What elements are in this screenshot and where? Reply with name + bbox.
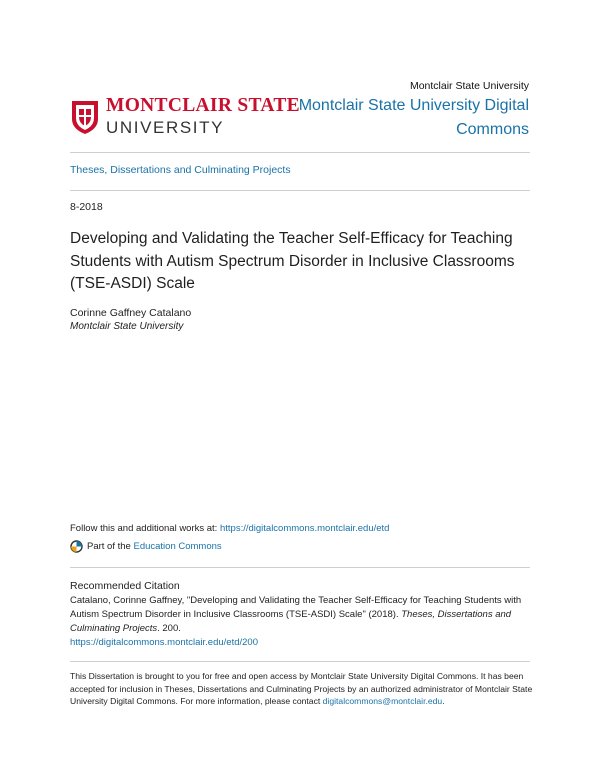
education-commons-link[interactable]: Education Commons	[133, 541, 222, 552]
notice-text: This Dissertation is brought to you for free and open access by Montclair State University Digital Commons. It has been accepted for inclusion in Theses, Dissertations and Culminating Projects by an authorized administrator of Montclair State University Digital Commons. For more information, please contact	[70, 671, 533, 706]
creative-commons-icon	[70, 540, 83, 553]
logo-subtitle: UNIVERSITY	[106, 117, 225, 137]
divider	[70, 190, 530, 191]
access-notice	[70, 670, 535, 708]
citation-number: . 200.	[157, 623, 181, 634]
notice-end: .	[442, 696, 445, 706]
citation-text: Catalano, Corinne Gaffney, "Developing and Validating the Teacher Self-Efficacy for Teaching Students with Autism Spectrum Disorder in Inclusive Classrooms (TSE-ASDI) Scale" (2018).	[70, 595, 522, 620]
author-affiliation: Montclair State University	[70, 321, 184, 332]
citation-heading: Recommended Citation	[70, 580, 180, 592]
repository-link[interactable]: Montclair State University Digital Commons	[298, 97, 529, 138]
part-of-text: Part of the	[87, 541, 131, 552]
part-of-line	[70, 540, 222, 553]
follow-text: Follow this and additional works at:	[70, 523, 220, 534]
follow-line	[70, 523, 389, 534]
institution-name: Montclair State University	[409, 80, 529, 92]
collection-link[interactable]: https://digitalcommons.montclair.edu/etd	[219, 523, 390, 534]
logo-title: MONTCLAIR STATE	[106, 95, 300, 116]
publication-date: 8-2018	[70, 201, 103, 213]
divider	[70, 661, 530, 662]
university-seal-icon	[70, 97, 100, 135]
citation-series: Theses, Dissertations and Culminating Projects	[70, 609, 512, 634]
citation-block	[70, 594, 535, 650]
author-name: Corinne Gaffney Catalano	[70, 307, 192, 319]
university-logo[interactable]	[70, 96, 300, 136]
series-link[interactable]: Theses, Dissertations and Culminating Projects	[70, 164, 291, 176]
divider	[70, 567, 530, 568]
document-title: Developing and Validating the Teacher Self-Efficacy for Teaching Students with Autism Spectrum Disorder in Inclusive Classrooms (TSE-ASDI) Scale	[70, 230, 515, 292]
divider	[70, 152, 530, 153]
citation-link[interactable]: https://digitalcommons.montclair.edu/etd/200	[70, 637, 258, 648]
contact-email-link[interactable]: digitalcommons@montclair.edu	[322, 696, 443, 706]
